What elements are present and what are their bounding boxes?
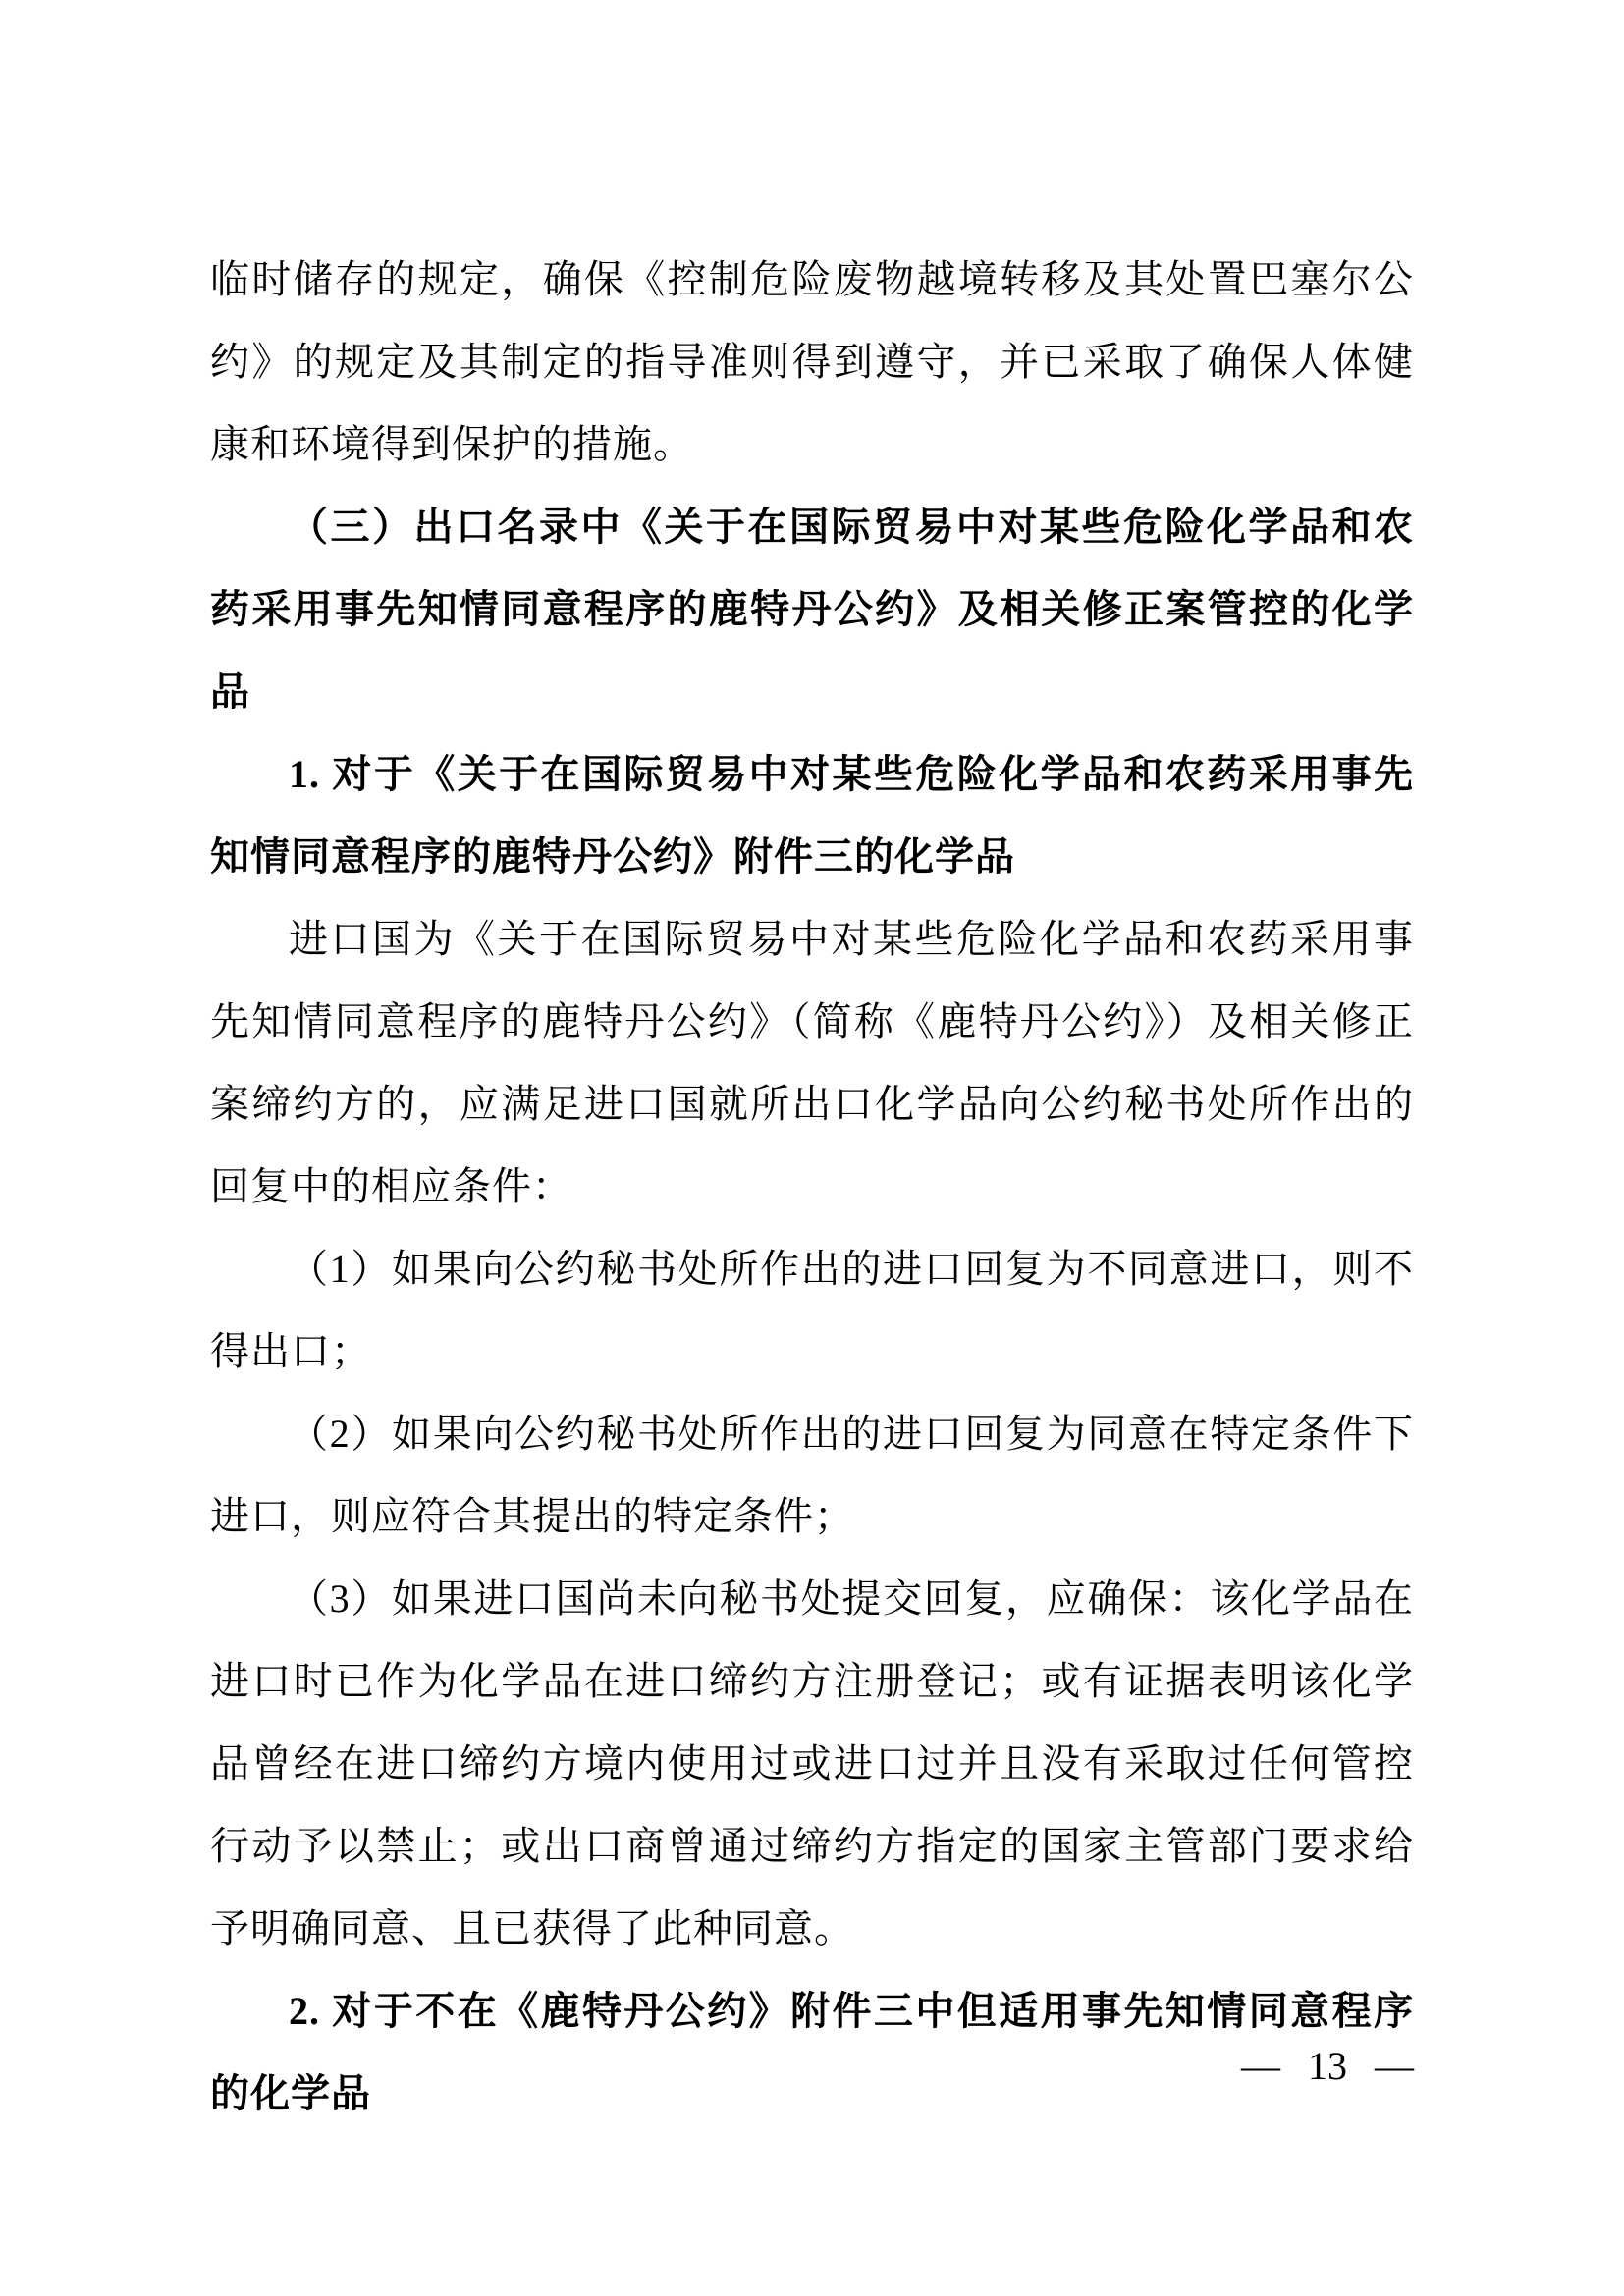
body-paragraph-import-conditions: 进口国为《关于在国际贸易中对某些危险化学品和农药采用事先知情同意程序的鹿特丹公约》（简称《鹿特丹公约》）及相关修正案缔约方的，应满足进口国就所出口化学品向公约秘书处所作出的回复中的相应条件：: [210, 917, 1414, 1208]
footer-dash-left: —: [1241, 2044, 1280, 2088]
page-number: 13: [1308, 2044, 1347, 2088]
footer-dash-right: —: [1375, 2044, 1414, 2088]
paragraph-continuation: 临时储存的规定，确保《控制危险废物越境转移及其处置巴塞尔公约》的规定及其制定的指导准则得到遵守，并已采取了确保人体健康和环境得到保护的措施。: [210, 257, 1414, 466]
section-heading-three: （三）出口名录中《关于在国际贸易中对某些危险化学品和农药采用事先知情同意程序的鹿特丹公约》及相关修正案管控的化学品: [210, 505, 1414, 714]
list-item-condition-3: （3）如果进口国尚未向秘书处提交回复，应确保：该化学品在进口时已作为化学品在进口缔约方注册登记；或有证据表明该化学品曾经在进口缔约方境内使用过或进口过并且没有采取过任何管控行动予以禁止；或出口商曾通过缔约方指定的国家主管部门要求给予明确同意、且已获得了此种同意。: [210, 1576, 1414, 1950]
list-item-condition-1: （1）如果向公约秘书处所作出的进口回复为不同意进口，则不得出口；: [210, 1247, 1414, 1373]
document-body: [210, 239, 1414, 2135]
subsection-heading-1: 1. 对于《关于在国际贸易中对某些危险化学品和农药采用事先知情同意程序的鹿特丹公约》附件三的化学品: [210, 752, 1414, 879]
subsection-heading-2: 2. 对于不在《鹿特丹公约》附件三中但适用事先知情同意程序的化学品: [210, 1989, 1414, 2115]
page-footer: [1241, 2045, 1414, 2088]
list-item-condition-2: （2）如果向公约秘书处所作出的进口回复为同意在特定条件下进口，则应符合其提出的特定条件；: [210, 1412, 1414, 1538]
